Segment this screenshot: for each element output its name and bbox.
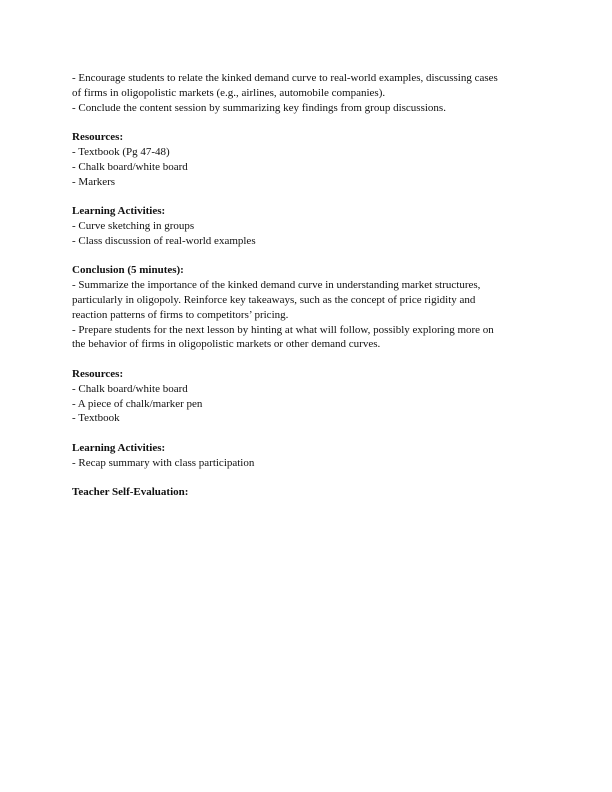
body-text-line: - Prepare students for the next lesson by hinting at what will follow, possibly exploring more on (72, 323, 494, 336)
section-heading: Learning Activities: (72, 205, 166, 218)
body-text-line: - Conclude the content session by summarizing key findings from group discussions. (72, 101, 446, 114)
list-item: - Markers (72, 175, 116, 188)
list-item: - Chalk board/white board (72, 382, 188, 395)
body-text-line: - Summarize the importance of the kinked demand curve in understanding market structures, (72, 279, 481, 292)
list-item: - A piece of chalk/marker pen (72, 397, 203, 410)
learning-activities-section-2 (72, 441, 552, 471)
learning-activities-section (72, 204, 552, 248)
section-heading: Conclusion (5 minutes): (72, 264, 184, 277)
body-text-line: the behavior of firms in oligopolistic markets or other demand curves. (72, 338, 381, 351)
body-text-line: reaction patterns of firms to competitors’ pricing. (72, 308, 289, 321)
resources-section-2 (72, 367, 552, 426)
teacher-self-evaluation-section (72, 485, 552, 500)
section-heading: Learning Activities: (72, 441, 166, 454)
body-text-line: - Encourage students to relate the kinked demand curve to real-world examples, discussing cases (72, 72, 498, 84)
body-text-line: particularly in oligopoly. Reinforce key takeaways, such as the concept of price rigidity and (72, 293, 476, 306)
conclusion-section (72, 263, 552, 352)
list-item: - Class discussion of real-world examples (72, 234, 256, 247)
section-heading: Teacher Self-Evaluation: (72, 486, 189, 499)
body-text-line: of firms in oligopolistic markets (e.g., airlines, automobile companies). (72, 86, 386, 99)
document-page (72, 71, 552, 500)
list-item: - Recap summary with class participation (72, 456, 255, 469)
list-item: - Curve sketching in groups (72, 219, 195, 232)
section-heading: Resources: (72, 131, 124, 144)
list-item: - Textbook (Pg 47-48) (72, 145, 170, 158)
resources-section (72, 130, 552, 189)
section-heading: Resources: (72, 367, 124, 380)
intro-section (72, 71, 552, 115)
list-item: - Textbook (72, 412, 120, 425)
list-item: - Chalk board/white board (72, 160, 188, 173)
